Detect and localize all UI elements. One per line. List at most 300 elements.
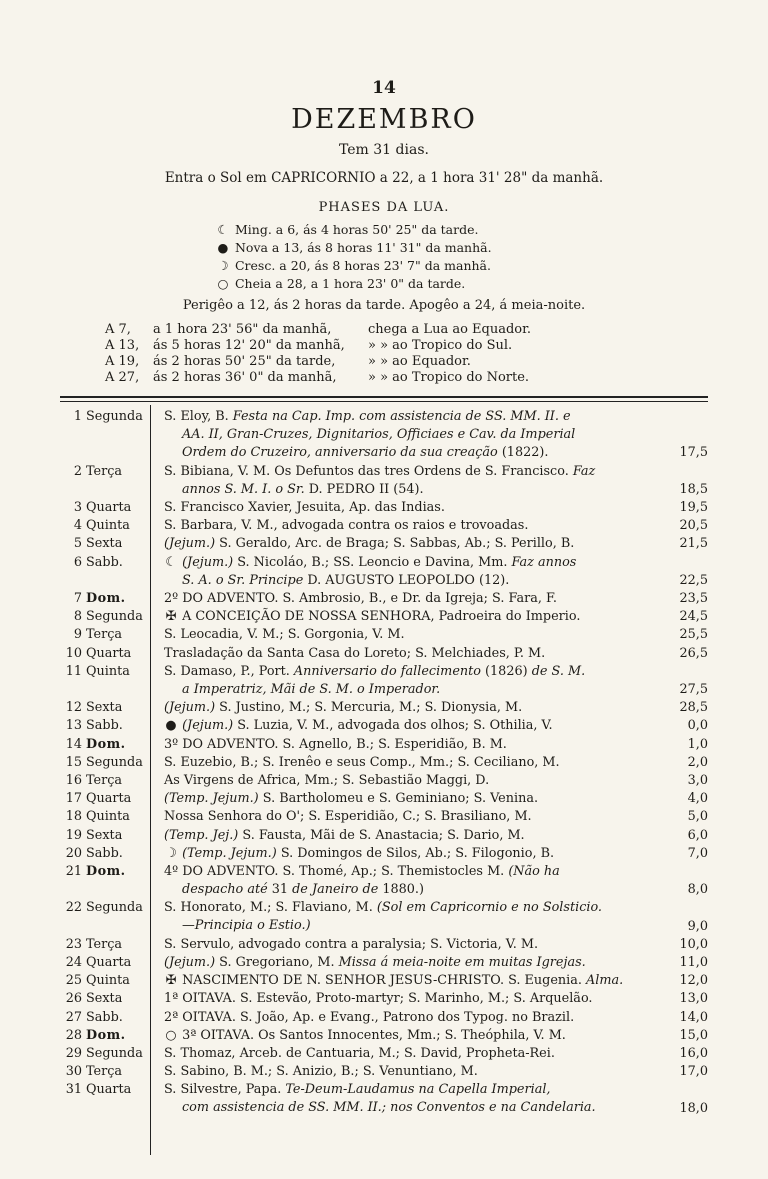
text-segment: S. Fausta, Mãi de S. Anastacia; S. Dario, M.	[238, 827, 525, 843]
weekday: Sabb.	[86, 554, 123, 570]
description-line	[164, 699, 664, 717]
liturgical-symbol-icon: ✠	[165, 973, 177, 989]
equator-time: ás 2 horas 36' 0" da manhã,	[153, 370, 337, 385]
month-title: DEZEMBRO	[291, 104, 477, 135]
day-number: 29	[65, 1046, 82, 1061]
day-number: 1	[73, 409, 82, 424]
text-segment: D. PEDRO II (54).	[304, 481, 424, 497]
weekday: Quarta	[86, 1082, 132, 1098]
text-segment: Te-Deum-Laudamus na Capella Imperial,	[285, 1082, 551, 1098]
description-line	[164, 1027, 664, 1045]
day-number: 23	[65, 936, 82, 952]
equator-time: ás 2 horas 50' 25" da tarde,	[153, 354, 336, 369]
table-row	[60, 663, 710, 699]
tide-value: 12,0	[679, 973, 708, 989]
table-row	[60, 827, 710, 845]
equator-text: chega a Lua ao Equador.	[368, 322, 532, 337]
table-row	[60, 517, 710, 535]
weekday: Quinta	[86, 518, 130, 534]
day-number: 4	[73, 518, 82, 534]
table-row	[60, 463, 710, 499]
tide-value: 9,0	[687, 918, 708, 934]
day-number: 11	[65, 663, 82, 679]
table-row	[60, 408, 710, 463]
table-row	[60, 590, 710, 608]
tide-value: 24,5	[679, 609, 708, 625]
text-segment: S. Gregoriano, M.	[215, 955, 339, 970]
liturgical-symbol-icon: ●	[165, 718, 177, 734]
table-row	[60, 554, 710, 590]
day-number: 25	[65, 973, 82, 989]
day-number: 8	[73, 609, 82, 625]
tide-value: 18,5	[679, 481, 708, 497]
equator-line	[105, 354, 471, 369]
weekday: Dom.	[86, 736, 126, 752]
day-description	[164, 845, 664, 863]
text-segment: S. Domingos de Silos, Ab.; S. Filogonio, B.	[276, 845, 555, 861]
day-number: 19	[65, 827, 82, 843]
description-line	[164, 444, 664, 462]
text-segment: S. A. o Sr. Principe	[182, 572, 304, 588]
table-row	[60, 954, 710, 972]
table-row	[60, 754, 710, 772]
tide-value: 26,5	[679, 645, 708, 661]
day-description	[164, 1045, 664, 1063]
weekday: Sexta	[86, 536, 123, 552]
day-description	[164, 936, 664, 954]
description-line	[164, 499, 664, 517]
text-segment: Festa na Cap. Imp. com assistencia de SS. MM. II. e	[232, 409, 571, 424]
tide-value: 13,0	[679, 991, 708, 1007]
text-segment: (Não ha	[508, 864, 560, 879]
day-description	[164, 626, 664, 644]
day-number: 22	[65, 900, 82, 916]
table-row	[60, 845, 710, 863]
day-description	[164, 554, 664, 590]
text-segment: (1826)	[480, 663, 532, 679]
text-segment: (Temp. Jej.)	[164, 827, 239, 843]
text-segment: S. Bibiana, V. M. Os Defuntos das tres Ordens de S. Francisco.	[164, 463, 573, 479]
text-segment: S. Sabino, B. M.; S. Anizio, B.; S. Venuntiano, M.	[164, 1064, 478, 1080]
text-segment: (1822).	[497, 445, 549, 460]
day-description	[164, 899, 664, 935]
text-segment: S. Nicoláo, B.; SS. Leoncio e Davina, Mm.	[233, 554, 512, 570]
tide-value: 23,5	[679, 591, 708, 606]
weekday: Segunda	[86, 609, 143, 625]
weekday: Dom.	[86, 1027, 126, 1043]
text-segment: 3º DO ADVENTO. S. Agnello, B.; S. Esperidião, B. M.	[164, 736, 507, 752]
text-segment: Trasladação da Santa Casa do Loreto; S. Melchiades, P. M.	[164, 645, 546, 661]
description-line	[164, 1045, 664, 1063]
sun-entry-line: Entra o Sol em CAPRICORNIO a 22, a 1 hora 31' 28" da manhã.	[164, 170, 604, 186]
day-number: 12	[65, 700, 82, 716]
tide-value: 7,0	[687, 845, 708, 861]
text-segment: Faz annos	[511, 554, 577, 570]
waxing-moon-icon: ☽	[217, 258, 229, 273]
text-segment: Nossa Senhora do O'; S. Esperidião, C.; S. Brasiliano, M.	[164, 809, 532, 825]
table-row	[60, 790, 710, 808]
day-description	[164, 827, 664, 845]
day-number: 27	[65, 1009, 82, 1025]
text-segment: S. Leocadia, V. M.; S. Gorgonia, V. M.	[164, 627, 405, 643]
phase-waxing	[215, 258, 491, 273]
description-line	[164, 645, 664, 663]
tide-value: 14,0	[679, 1009, 708, 1025]
text-segment: (Temp. Jejum.)	[164, 791, 259, 807]
description-line	[164, 663, 664, 681]
text-segment: A CONCEIÇÃO DE NOSSA SENHORA, Padroeira do Imperio.	[178, 609, 581, 625]
weekday: Terça	[86, 1064, 123, 1080]
phase-text: Nova a 13, ás 8 horas 11' 31" da manhã.	[234, 240, 492, 255]
days-count: Tem 31 dias.	[339, 142, 429, 158]
weekday: Dom.	[86, 864, 126, 879]
table-rule-thin	[60, 401, 708, 402]
tide-value: 22,5	[679, 572, 708, 588]
table-row	[60, 936, 710, 954]
table-row	[60, 699, 710, 717]
equator-line	[105, 370, 529, 385]
table-row	[60, 499, 710, 517]
day-number: 18	[65, 809, 82, 825]
tide-value: 4,0	[687, 791, 708, 807]
text-segment: S. Damaso, P., Port.	[164, 663, 294, 679]
text-segment: a Imperatriz, Mãi de S. M. o Imperador.	[182, 681, 441, 697]
description-line	[164, 517, 664, 535]
day-description	[164, 972, 664, 990]
text-segment: (Jejum.)	[164, 700, 216, 716]
weekday: Quinta	[86, 663, 130, 679]
day-description	[164, 863, 664, 899]
equator-date: A 19,	[105, 354, 140, 369]
weekday: Segunda	[86, 409, 143, 424]
tide-value: 5,0	[687, 809, 708, 825]
day-number: 30	[65, 1064, 82, 1080]
text-segment: S. Thomaz, Arceb. de Cantuaria, M.; S. David, Propheta-Rei.	[164, 1046, 555, 1061]
text-segment: S. Francisco Xavier, Jesuita, Ap. das Indias.	[164, 500, 445, 515]
day-description	[164, 699, 664, 717]
table-rule-thick	[60, 396, 708, 398]
tide-value: 10,0	[679, 936, 708, 952]
full-moon-icon: ○	[217, 276, 229, 291]
phase-new	[215, 240, 492, 255]
day-number: 14	[65, 736, 82, 752]
perigee-apogee-line: Perigêo a 12, ás 2 horas da tarde. Apogêo a 24, á meia-noite.	[182, 298, 586, 313]
description-line	[164, 481, 664, 499]
equator-date: A 7,	[105, 322, 131, 337]
text-segment: S. Honorato, M.; S. Flaviano, M.	[164, 900, 377, 916]
description-line	[164, 590, 664, 608]
day-description	[164, 736, 664, 754]
text-segment: (Jejum.)	[164, 536, 216, 552]
weekday: Dom.	[86, 591, 126, 606]
day-number: 24	[65, 955, 82, 970]
weekday: Sabb.	[86, 845, 123, 861]
day-description	[164, 517, 664, 535]
phase-text: Ming. a 6, ás 4 horas 50' 25" da tarde.	[234, 222, 479, 237]
description-line	[164, 972, 664, 990]
tide-value: 6,0	[687, 827, 708, 843]
tide-value: 18,0	[679, 1100, 708, 1116]
phase-waning	[215, 222, 478, 237]
description-line	[164, 626, 664, 644]
tide-value: 21,5	[679, 536, 708, 552]
phase-text: Cheia a 28, a 1 hora 23' 0" da tarde.	[234, 276, 466, 291]
weekday: Terça	[86, 936, 123, 952]
description-line	[164, 863, 664, 881]
weekday: Quinta	[86, 973, 130, 989]
text-segment: As Virgens de Africa, Mm.; S. Sebastião Maggi, D.	[164, 773, 490, 788]
text-segment: 2º DO ADVENTO. S. Ambrosio, B., e Dr. da Igreja; S. Fara, F.	[164, 591, 557, 606]
equator-line	[105, 322, 531, 337]
text-segment: 4º DO ADVENTO. S. Thomé, Ap.; S. Themistocles M.	[164, 864, 509, 879]
tide-value: 16,0	[679, 1046, 708, 1061]
text-segment: despacho até	[182, 882, 268, 897]
tide-value: 0,0	[687, 718, 708, 734]
text-segment: 1ª OITAVA. S. Estevão, Proto-martyr; S. Marinho, M.; S. Arquelão.	[164, 991, 593, 1007]
description-line	[164, 408, 664, 426]
description-line	[164, 1009, 664, 1027]
description-line	[164, 899, 664, 917]
text-segment: (Jejum.)	[164, 955, 216, 970]
description-line	[164, 917, 664, 935]
equator-time: ás 5 horas 12' 20" da manhã,	[153, 338, 345, 353]
day-description	[164, 954, 664, 972]
table-row	[60, 1045, 710, 1063]
text-segment: S. Silvestre, Papa.	[164, 1082, 286, 1098]
equator-date: A 27,	[105, 370, 140, 385]
equator-line	[105, 338, 512, 353]
equator-text: » » ao Tropico do Norte.	[368, 370, 530, 385]
text-segment: S. Bartholomeu e S. Geminiano; S. Venina.	[258, 791, 539, 807]
tide-value: 19,5	[679, 500, 708, 515]
equator-time: a 1 hora 23' 56" da manhã,	[153, 322, 332, 337]
text-segment: Alma.	[586, 973, 624, 989]
tide-value: 8,0	[687, 882, 708, 898]
phase-full	[215, 276, 465, 291]
day-description	[164, 808, 664, 826]
weekday: Quarta	[86, 791, 132, 807]
description-line	[164, 572, 664, 590]
table-row	[60, 990, 710, 1008]
table-row	[60, 1081, 710, 1117]
description-line	[164, 808, 664, 826]
day-number: 2	[73, 463, 82, 479]
description-line	[164, 1099, 664, 1117]
tide-value: 15,0	[679, 1027, 708, 1043]
tide-value: 27,5	[679, 681, 708, 697]
text-segment: S. Eloy, B.	[164, 409, 233, 424]
day-description	[164, 790, 664, 808]
tide-value: 1,0	[687, 736, 708, 752]
table-row	[60, 626, 710, 644]
day-number: 10	[65, 645, 82, 661]
table-row	[60, 535, 710, 553]
day-description	[164, 1081, 664, 1117]
day-description	[164, 608, 664, 626]
text-segment: 2ª OITAVA. S. João, Ap. e Evang., Patrono dos Typog. no Brazil.	[164, 1009, 575, 1025]
table-row	[60, 717, 710, 735]
day-description	[164, 717, 664, 735]
description-line	[164, 936, 664, 954]
tide-value: 20,5	[679, 518, 708, 534]
text-segment: Ordem do Cruzeiro, anniversario da sua creação	[182, 445, 498, 460]
description-line	[164, 954, 664, 972]
text-segment: S. Luzia, V. M., advogada dos olhos; S. Othilia, V.	[233, 718, 553, 734]
weekday: Sexta	[86, 700, 123, 716]
description-line	[164, 772, 664, 790]
liturgical-symbol-icon: ☽	[165, 845, 177, 861]
weekday: Quinta	[86, 809, 130, 825]
day-description	[164, 754, 664, 772]
day-description	[164, 1027, 664, 1045]
table-row	[60, 1063, 710, 1081]
text-segment: NASCIMENTO DE N. SENHOR JESUS-CHRISTO. S. Eugenia.	[178, 973, 586, 989]
text-segment: S. Justino, M.; S. Mercuria, M.; S. Dionysia, M.	[215, 700, 523, 716]
description-line	[164, 608, 664, 626]
day-description	[164, 499, 664, 517]
weekday: Terça	[86, 463, 123, 479]
table-row	[60, 645, 710, 663]
text-segment: S. Servulo, advogado contra a paralysia; S. Victoria, V. M.	[164, 936, 539, 952]
day-number: 9	[73, 627, 82, 643]
day-description	[164, 645, 664, 663]
table-row	[60, 736, 710, 754]
table-row	[60, 772, 710, 790]
tide-value: 28,5	[679, 700, 708, 716]
text-segment: AA. II, Gran-Cruzes, Dignitarios, Officiaes e Cav. da Imperial	[182, 427, 576, 442]
waning-moon-icon: ☾	[217, 222, 229, 237]
description-line	[164, 681, 664, 699]
description-line	[164, 827, 664, 845]
description-line	[164, 790, 664, 808]
day-description	[164, 535, 664, 553]
weekday: Terça	[86, 773, 123, 788]
day-number: 17	[65, 791, 82, 807]
day-number: 3	[73, 500, 82, 515]
text-segment: de Janeiro de	[292, 882, 379, 897]
table-row	[60, 1027, 710, 1045]
day-number: 7	[73, 591, 82, 606]
text-segment: S. Barbara, V. M., advogada contra os raios e trovoadas.	[164, 518, 529, 534]
text-segment: 1880.)	[378, 882, 424, 897]
liturgical-symbol-icon: ○	[165, 1027, 177, 1043]
equator-date: A 13,	[105, 338, 140, 353]
tide-value: 3,0	[687, 773, 708, 788]
tide-value: 11,0	[679, 955, 708, 970]
equator-text: » » ao Equador.	[368, 354, 471, 369]
weekday: Terça	[86, 627, 123, 643]
description-line	[164, 881, 664, 899]
day-number: 26	[65, 991, 82, 1007]
text-segment: 31	[267, 882, 293, 897]
description-line	[164, 463, 664, 481]
day-description	[164, 663, 664, 699]
text-segment: annos S. M. I. o Sr.	[182, 481, 305, 497]
text-segment: D. AUGUSTO LEOPOLDO (12).	[303, 572, 510, 588]
table-row	[60, 863, 710, 899]
day-description	[164, 990, 664, 1008]
weekday: Sabb.	[86, 1009, 123, 1025]
day-number: 13	[65, 718, 82, 734]
weekday: Quarta	[86, 955, 132, 970]
table-row	[60, 899, 710, 935]
text-segment: (Jejum.)	[178, 718, 234, 734]
day-description	[164, 408, 664, 462]
text-segment: Missa á meia-noite em muitas Igrejas.	[338, 955, 586, 970]
weekday: Sexta	[86, 827, 123, 843]
description-line	[164, 1081, 664, 1099]
text-segment: S. Geraldo, Arc. de Braga; S. Sabbas, Ab.; S. Perillo, B.	[215, 536, 575, 552]
description-line	[164, 554, 664, 572]
description-line	[164, 426, 664, 444]
tide-value: 2,0	[687, 754, 708, 770]
weekday: Segunda	[86, 754, 143, 770]
day-number: 16	[65, 773, 82, 788]
day-number: 28	[65, 1027, 82, 1043]
description-line	[164, 845, 664, 863]
day-number: 20	[65, 845, 82, 861]
new-moon-icon: ●	[217, 240, 229, 255]
text-segment: —Principia o Estio.)	[182, 918, 311, 934]
liturgical-symbol-icon: ☾	[165, 554, 177, 570]
phase-text: Cresc. a 20, ás 8 horas 23' 7" da manhã.	[234, 258, 491, 273]
day-description	[164, 1009, 664, 1027]
day-description	[164, 1063, 664, 1081]
tide-value: 25,5	[679, 627, 708, 643]
table-row	[60, 808, 710, 826]
day-number: 6	[73, 554, 82, 570]
tide-value: 17,5	[679, 445, 708, 461]
day-description	[164, 772, 664, 790]
weekday: Segunda	[86, 1046, 143, 1061]
text-segment: de S. M.	[531, 663, 586, 679]
description-line	[164, 1063, 664, 1081]
table-row	[60, 1009, 710, 1027]
weekday: Segunda	[86, 900, 143, 916]
text-segment: (Temp. Jejum.)	[178, 845, 277, 861]
description-line	[164, 535, 664, 553]
weekday: Sexta	[86, 991, 123, 1007]
moon-phases-title: PHASES DA LUA.	[318, 200, 450, 215]
day-number: 5	[73, 536, 82, 552]
table-row	[60, 608, 710, 626]
description-line	[164, 754, 664, 772]
text-segment: 3ª OITAVA. Os Santos Innocentes, Mm.; S. Theóphila, V. M.	[178, 1027, 566, 1043]
text-segment: Faz	[572, 463, 596, 479]
text-segment: S. Euzebio, B.; S. Irenêo e seus Comp., Mm.; S. Ceciliano, M.	[164, 754, 560, 770]
description-line	[164, 990, 664, 1008]
text-segment: com assistencia de SS. MM. II.; nos Conventos e na Candelaria.	[182, 1100, 596, 1116]
text-segment: Anniversario do fallecimento	[293, 663, 481, 679]
day-description	[164, 463, 664, 499]
tide-value: 17,0	[679, 1064, 708, 1080]
text-segment: (Jejum.)	[178, 554, 234, 570]
day-number: 31	[65, 1082, 82, 1098]
table-row	[60, 972, 710, 990]
weekday: Sabb.	[86, 718, 123, 734]
page-number: 14	[372, 78, 396, 98]
weekday: Quarta	[86, 500, 132, 515]
equator-text: » » ao Tropico do Sul.	[368, 338, 513, 353]
day-description	[164, 590, 664, 608]
weekday: Quarta	[86, 645, 132, 661]
description-line	[164, 736, 664, 754]
text-segment: (Sol em Capricornio e no Solsticio.	[376, 900, 603, 916]
day-number: 15	[65, 754, 82, 770]
description-line	[164, 717, 664, 735]
day-number: 21	[65, 864, 82, 879]
liturgical-symbol-icon: ✠	[165, 609, 177, 625]
